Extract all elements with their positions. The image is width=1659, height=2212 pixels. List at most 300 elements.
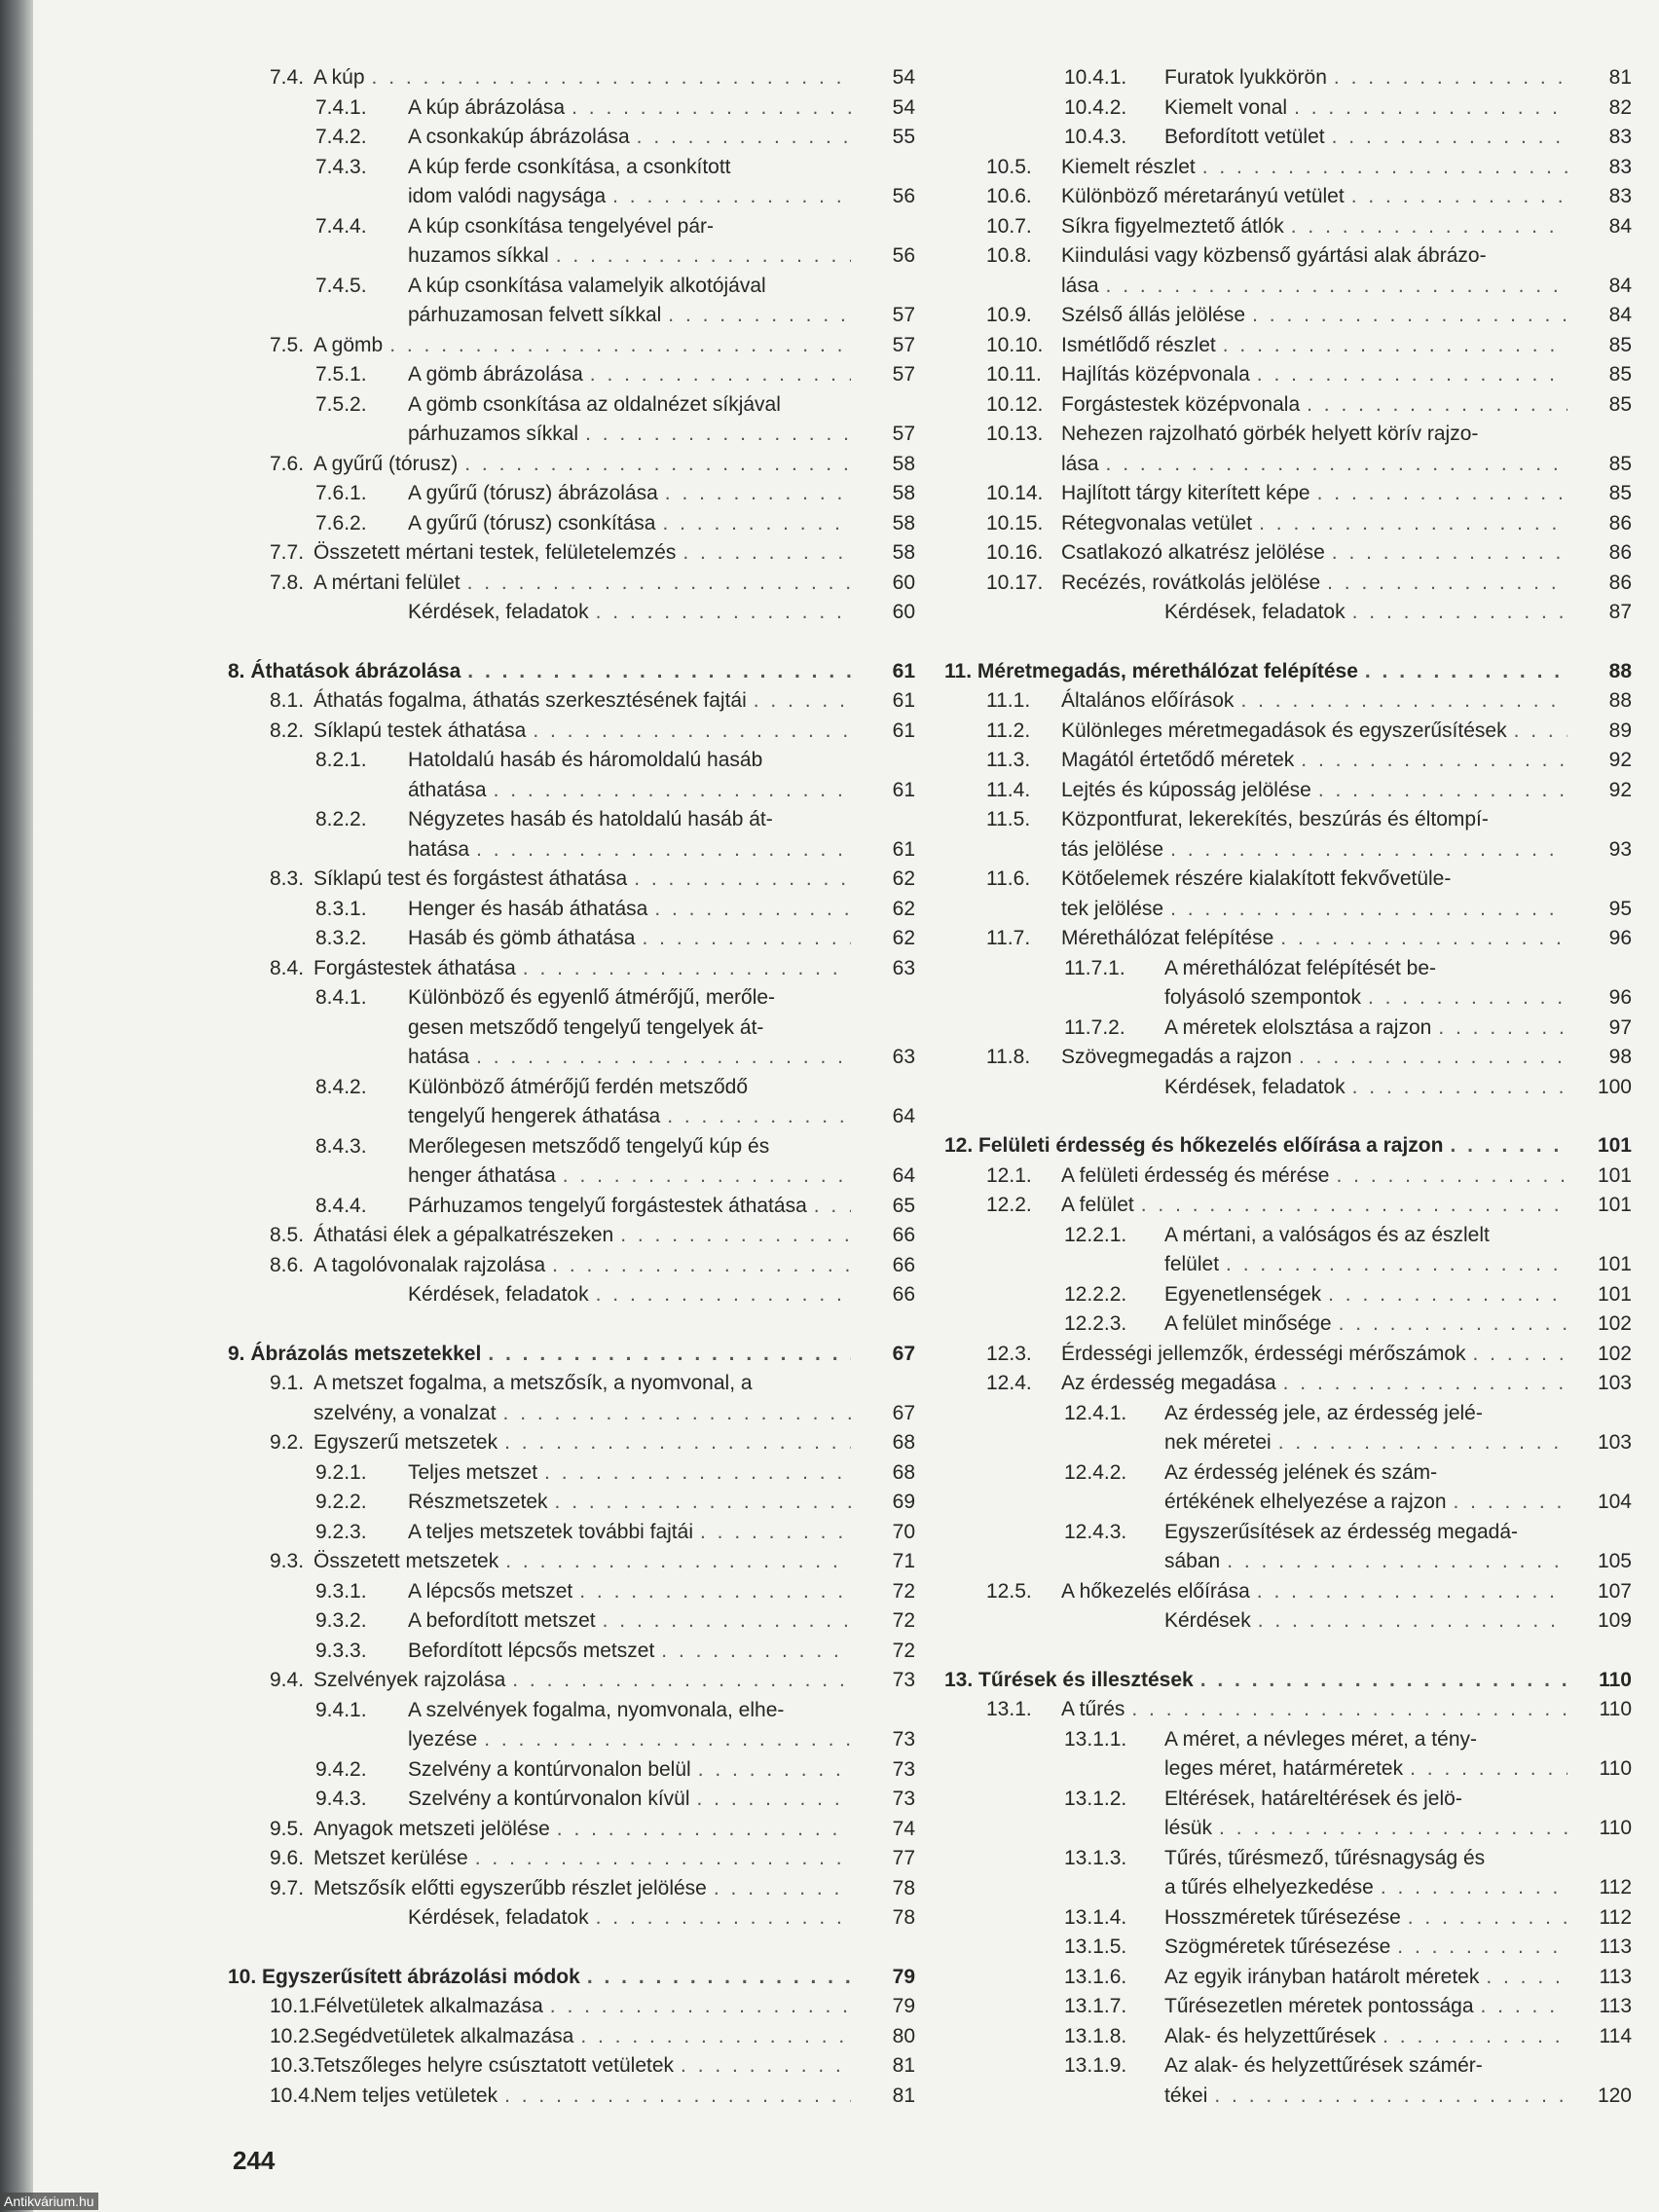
toc-entry-number: 8.4.2. [315, 1075, 367, 1098]
toc-entry-title: Kérdések, feladatok [408, 1906, 589, 1929]
dot-leader [533, 717, 851, 747]
toc-entry-number: 11.1. [986, 689, 1031, 712]
toc-page-number: 85 [1608, 452, 1632, 475]
dot-leader [1258, 1606, 1567, 1637]
toc-questions [226, 1903, 915, 1934]
toc-page-number: 84 [1608, 274, 1632, 297]
toc-entry-title: A gömb ábrázolása [408, 363, 583, 386]
toc-entry-number: 8.4. [270, 956, 305, 979]
toc-entry-title: tékei [1164, 2083, 1208, 2107]
toc-page-number: 66 [892, 1253, 915, 1276]
toc-entry-title: Az érdesség jelének és szám- [1164, 1460, 1438, 1484]
toc-chapter-number: 8. [228, 659, 245, 682]
toc-entry-number: 7.4.1. [315, 95, 367, 119]
toc-questions [942, 1606, 1632, 1637]
toc-page-number: 57 [892, 423, 915, 445]
toc-entry-title: Tűrés, tűrésmező, tűrésnagyság és [1164, 1846, 1486, 1869]
toc-page-number: 54 [892, 66, 915, 89]
toc-entry-number: 8.6. [270, 1253, 305, 1276]
toc-entry-title: Részmetszetek [408, 1491, 548, 1513]
toc-entry-title: Segédvetületek alkalmazása [313, 2024, 574, 2047]
dot-leader [557, 1815, 851, 1845]
toc-entry-number: 9.2. [270, 1431, 305, 1454]
toc-page-number: 85 [1608, 333, 1632, 356]
toc-entry-number: 12.4. [986, 1372, 1032, 1394]
toc-entry-title: A csonkakúp ábrázolása [408, 126, 630, 148]
toc-questions [226, 598, 915, 628]
toc-entry [226, 2082, 915, 2112]
toc-page-number: 78 [892, 1906, 915, 1929]
toc-page-number: 73 [892, 1669, 915, 1691]
toc-entry [226, 717, 915, 747]
toc-entry-title: Érdességi jellemzők, érdességi mérőszámok [1061, 1342, 1466, 1365]
toc-entry [942, 93, 1632, 124]
toc-entry [226, 123, 915, 153]
toc-entry-title: A mérethálózat felépítését be- [1164, 956, 1436, 979]
toc-page-number: 110 [1599, 1757, 1632, 1780]
dot-leader [814, 1192, 851, 1222]
toc-entry [942, 2051, 1632, 2111]
toc-chapter-number: 12. [944, 1134, 974, 1157]
dot-leader [494, 776, 851, 806]
dot-leader [1299, 1043, 1567, 1073]
toc-entry [942, 1191, 1632, 1221]
toc-page-number: 101 [1597, 1134, 1632, 1157]
toc-entry-title: A szelvények fogalma, nyomvonala, elhe- [408, 1698, 785, 1721]
toc-entry-title: Csatlakozó alkatrész jelölése [1061, 541, 1325, 564]
toc-page-number: 101 [1597, 1194, 1632, 1216]
toc-page-number: 62 [892, 867, 915, 890]
toc-entry [942, 1933, 1632, 1963]
dot-leader [556, 241, 851, 272]
dot-leader [1351, 182, 1567, 212]
toc-entry [226, 509, 915, 539]
toc-entry-number: 10.4.3. [1064, 126, 1127, 148]
toc-entry-number: 7.5.2. [315, 392, 367, 416]
toc-entry-number: 11.7. [986, 927, 1031, 949]
toc-entry-title: Különböző és egyenlő átmérőjű, merőle- [408, 986, 776, 1009]
toc-entry-title: tás jelölése [1061, 837, 1164, 861]
toc-entry [226, 569, 915, 599]
toc-entry [226, 805, 915, 865]
toc-entry [226, 390, 915, 450]
dot-leader [642, 924, 851, 954]
toc-entry-title: Síklapú testek áthatása [313, 719, 527, 742]
toc-entry-number: 10.5. [986, 155, 1032, 178]
toc-page-number: 82 [1608, 95, 1632, 119]
toc-entry [942, 569, 1632, 599]
dot-leader [1438, 1014, 1567, 1044]
toc-entry-title: Rétegvonalas vetület [1061, 511, 1253, 535]
toc-entry-number: 10.3. [270, 2054, 315, 2077]
toc-page-number: 54 [892, 95, 915, 119]
toc-chapter [226, 1963, 915, 1993]
dot-leader [1259, 509, 1567, 539]
toc-entry [226, 2051, 915, 2082]
toc-entry [226, 1458, 915, 1489]
toc-entry [942, 1399, 1632, 1458]
toc-entry-title: Mérethálózat felépítése [1061, 927, 1274, 949]
toc-entry-title: párhuzamosan felvett síkkal [408, 304, 662, 326]
toc-entry-number: 10.2. [270, 2024, 315, 2047]
toc-entry-title: Kiemelt vonal [1164, 95, 1288, 119]
toc-entry-number: 7.4.4. [315, 214, 367, 238]
toc-page-number: 63 [892, 1046, 915, 1068]
toc-entry-title: Egyenetlenségek [1164, 1282, 1322, 1306]
toc-entry [226, 1666, 915, 1696]
dot-leader [1257, 360, 1567, 390]
toc-entry-title: Szövegmegadás a rajzon [1061, 1046, 1292, 1068]
toc-entry-title: Szögméretek tűrésezése [1164, 1936, 1391, 1958]
toc-entry-number: 12.4.2. [1064, 1460, 1127, 1484]
toc-page-number: 87 [1608, 601, 1632, 623]
toc-entry-title: Henger és hasáb áthatása [408, 897, 648, 920]
toc-entry-title: A felületi érdesség és mérése [1061, 1163, 1330, 1187]
toc-entry [226, 1577, 915, 1607]
toc-entry-number: 12.2.3. [1064, 1312, 1127, 1335]
toc-entry [226, 63, 915, 93]
toc-entry-title: A gömb [313, 333, 384, 356]
toc-entry-number: 7.7. [270, 541, 305, 564]
toc-entry-title: Négyzetes hasáb és hatoldalú hasáb át- [408, 808, 773, 830]
toc-entry-title: Az alak- és helyzettűrések számér- [1164, 2054, 1483, 2077]
toc-entry [942, 331, 1632, 361]
dot-leader [603, 1606, 851, 1637]
dot-leader [1381, 1873, 1567, 1903]
toc-entry-title: Nem teljes vetületek [313, 2083, 498, 2107]
dot-leader [637, 123, 851, 153]
dot-leader [1408, 1903, 1567, 1934]
toc-entry [942, 746, 1632, 776]
toc-entry-title: Hajlítás középvonala [1061, 363, 1250, 386]
toc-entry-title: A metszet fogalma, a metszősík, a nyomvonal, a [313, 1372, 753, 1394]
toc-page-number: 73 [892, 1728, 915, 1751]
toc-chapter-number: 9. [228, 1342, 245, 1365]
toc-entry [226, 1815, 915, 1845]
toc-page-number: 56 [892, 244, 915, 267]
dot-leader [1473, 1340, 1568, 1370]
dot-leader [1481, 1992, 1567, 2022]
toc-entry-number: 11.7.2. [1064, 1015, 1125, 1039]
toc-entry-title: Egyszerű metszetek [313, 1431, 498, 1454]
dot-leader [1382, 2022, 1567, 2052]
toc-entry-number: 8.2.1. [315, 749, 367, 771]
toc-entry [942, 1043, 1632, 1073]
toc-page-number: 113 [1599, 1965, 1632, 1988]
toc-entry-number: 10.7. [986, 214, 1032, 238]
toc-entry-number: 8.4.4. [315, 1194, 367, 1217]
toc-entry-number: 12.1. [986, 1163, 1032, 1187]
dot-leader [563, 1161, 851, 1192]
toc-entry [226, 272, 915, 331]
toc-page-number: 79 [892, 1965, 915, 1988]
toc-entry [942, 1577, 1632, 1607]
toc-entry [942, 63, 1632, 93]
toc-page-number: 66 [892, 1224, 915, 1246]
toc-entry-title: felület [1164, 1253, 1220, 1275]
toc-entry-number: 7.5. [270, 333, 305, 356]
toc-entry-title: A mértani, a valóságos és az észlelt [1164, 1223, 1490, 1246]
toc-entry-title: sában [1164, 1550, 1221, 1572]
toc-entry-number: 12.4.1. [1064, 1401, 1127, 1424]
toc-entry-number: 12.4.3. [1064, 1520, 1127, 1543]
dot-leader [484, 1725, 851, 1755]
dot-leader [1214, 2082, 1567, 2112]
toc-entry-number: 7.4. [270, 66, 305, 89]
toc-entry-title: Kérdések, feladatok [408, 601, 589, 623]
toc-entry-number: 10.12. [986, 392, 1044, 416]
toc-page-number: 103 [1597, 1372, 1632, 1394]
toc-page-number: 84 [1608, 304, 1632, 326]
toc-entry-number: 9.5. [270, 1817, 305, 1840]
toc-entry-title: Felületi érdesség és hőkezelés előírása a rajzon [978, 1134, 1444, 1157]
toc-page-number: 72 [892, 1609, 915, 1632]
toc-page-number: 112 [1599, 1905, 1632, 1929]
toc-page-number: 85 [1608, 482, 1632, 504]
toc-page-number: 60 [892, 601, 915, 623]
dot-leader [1339, 1309, 1567, 1340]
toc-entry [942, 420, 1632, 479]
toc-entry-title: a tűrés elhelyezkedése [1164, 1876, 1374, 1899]
toc-entry [226, 1785, 915, 1815]
dot-leader [552, 1251, 851, 1281]
toc-entry-title: Kérdések, feladatok [1164, 601, 1346, 623]
toc-entry [942, 1221, 1632, 1280]
toc-entry [226, 1844, 915, 1874]
toc-entry [226, 1696, 915, 1755]
dot-leader [668, 301, 851, 331]
toc-page-number: 120 [1597, 2083, 1632, 2107]
toc-entry-title: Teljes metszet [408, 1460, 538, 1484]
toc-page-number: 61 [892, 659, 915, 682]
toc-page-number: 93 [1608, 837, 1632, 861]
toc-entry [942, 1725, 1632, 1785]
toc-questions [942, 598, 1632, 628]
dot-leader [662, 509, 851, 539]
toc-entry-title: Furatok lyukkörön [1164, 66, 1327, 89]
toc-page-number: 101 [1597, 1282, 1632, 1306]
toc-entry [942, 686, 1632, 717]
toc-entry [942, 390, 1632, 421]
toc-entry-title: Metszősík előtti egyszerűbb részlet jelölése [313, 1876, 707, 1899]
dot-leader [1200, 1666, 1567, 1696]
toc-chapter [226, 1340, 915, 1370]
toc-entry [226, 1755, 915, 1786]
toc-entry-title: lása [1061, 452, 1099, 475]
toc-entry-title: Recézés, rovátkolás jelölése [1061, 571, 1321, 594]
toc-entry-number: 9.4. [270, 1669, 305, 1691]
toc-entry [226, 983, 915, 1073]
toc-page-number: 100 [1597, 1075, 1632, 1098]
toc-chapter-number: 13. [944, 1668, 974, 1691]
toc-page-number: 79 [892, 1995, 915, 2017]
dot-leader [1450, 1131, 1567, 1161]
toc-entry-number: 11.7.1. [1064, 956, 1125, 979]
toc-entry-number: 11.3. [986, 749, 1031, 771]
dot-leader [1514, 717, 1567, 747]
dot-leader [1227, 1547, 1567, 1577]
toc-chapter-number: 10. [228, 1965, 257, 1988]
toc-page-number: 88 [1608, 659, 1632, 682]
toc-entry [226, 746, 915, 805]
toc-entry-number: 7.4.5. [315, 274, 367, 297]
toc-entry-number: 8.2.2. [315, 808, 367, 830]
toc-left-column [226, 63, 915, 2111]
toc-entry-number: 9.2.1. [315, 1460, 367, 1484]
toc-page-number: 74 [892, 1817, 915, 1840]
toc-entry-number: 13.1.1. [1064, 1727, 1127, 1751]
toc-entry-title: Áthatási élek a gépalkatrészeken [313, 1224, 614, 1246]
toc-page-number: 61 [892, 778, 915, 801]
dot-leader [1252, 301, 1567, 331]
toc-entry [226, 479, 915, 509]
dot-leader [464, 450, 851, 480]
toc-entry-number: 10.4.1. [1064, 66, 1127, 89]
toc-entry-title: Különböző méretarányú vetület [1061, 185, 1345, 207]
toc-page-number: 58 [892, 452, 915, 475]
toc-entry-title: Eltérések, határeltérések és jelö- [1164, 1787, 1462, 1810]
toc-entry-number: 7.6.2. [315, 511, 367, 535]
toc-entry-title: A befordított metszet [408, 1609, 596, 1632]
toc-entry [942, 212, 1632, 242]
toc-entry-number: 9.3.1. [315, 1579, 367, 1603]
toc-entry-title: Összetett metszetek [313, 1550, 499, 1572]
dot-leader [544, 1458, 851, 1489]
toc-entry-number: 7.5.1. [315, 363, 367, 386]
toc-entry-number: 10.11. [986, 363, 1042, 386]
dot-leader [571, 93, 851, 124]
book-spine-shadow [0, 0, 33, 2212]
dot-leader [1283, 1369, 1567, 1399]
toc-page-number: 67 [892, 1342, 915, 1365]
toc-page-number: 101 [1597, 1163, 1632, 1187]
toc-entry [226, 1369, 915, 1428]
dot-leader [1368, 983, 1567, 1014]
toc-entry [226, 538, 915, 569]
toc-page-number: 110 [1599, 1817, 1632, 1839]
toc-page-number: 68 [892, 1460, 915, 1484]
toc-entry-title: tengelyű hengerek áthatása [408, 1105, 661, 1127]
page-number: 244 [233, 2146, 276, 2175]
toc-entry [942, 1161, 1632, 1192]
toc-entry [942, 1280, 1632, 1310]
dot-leader [698, 1755, 851, 1786]
toc-entry [942, 1458, 1632, 1518]
toc-page-number: 83 [1608, 185, 1632, 207]
toc-entry-title: Hajlított tárgy kiterített képe [1061, 482, 1310, 504]
toc-entry-title: Metszet kerülése [313, 1847, 468, 1869]
dot-leader [476, 1043, 851, 1073]
toc-entry-title: lyezése [408, 1728, 478, 1751]
toc-entry-title: Szelvény a kontúrvonalon belül [408, 1757, 691, 1781]
dot-leader [505, 1547, 851, 1577]
toc-entry-title: szelvény, a vonalzat [313, 1401, 497, 1424]
toc-page-number: 102 [1597, 1342, 1632, 1365]
toc-page-number: 72 [892, 1639, 915, 1662]
toc-entry-title: Szélső állás jelölése [1061, 304, 1246, 326]
toc-entry [942, 1014, 1632, 1044]
toc-page-number: 58 [892, 511, 915, 535]
dot-leader [661, 1637, 851, 1667]
toc-entry-number: 10.4.2. [1064, 95, 1127, 119]
toc-entry-number: 13.1.4. [1064, 1905, 1127, 1929]
toc-entry-number: 9.4.2. [315, 1757, 367, 1781]
toc-entry-title: Egyszerűsítések az érdesség megadá- [1164, 1520, 1519, 1543]
toc-entry [226, 360, 915, 390]
toc-entry [226, 1073, 915, 1132]
toc-entry-title: folyásoló szempontok [1164, 986, 1361, 1009]
toc-page-number: 73 [892, 1757, 915, 1781]
toc-page-number: 109 [1597, 1609, 1632, 1632]
dot-leader [550, 1992, 851, 2022]
toc-entry-number: 9.3. [270, 1550, 305, 1572]
toc-page-number: 72 [892, 1579, 915, 1603]
toc-entry-number: 8.3. [270, 867, 305, 890]
toc-chapter [942, 1131, 1632, 1161]
toc-entry-title: Síkra figyelmeztető átlók [1061, 214, 1284, 238]
toc-entry-title: A kúp [313, 66, 365, 89]
toc-entry-title: nek méretei [1164, 1431, 1272, 1454]
toc-entry-number: 9.3.3. [315, 1639, 367, 1662]
toc-entry-number: 10.13. [986, 423, 1044, 445]
toc-entry-title: Központfurat, lekerekítés, beszúrás és éltompí- [1061, 808, 1489, 830]
toc-entry-title: lésük [1164, 1817, 1213, 1839]
toc-page-number: 110 [1599, 1698, 1632, 1720]
toc-entry-title: henger áthatása [408, 1164, 556, 1187]
toc-entry-number: 9.1. [270, 1372, 305, 1394]
dot-leader [1223, 331, 1567, 361]
toc-entry [226, 153, 915, 212]
toc-page-number: 57 [892, 363, 915, 386]
toc-page-number: 113 [1599, 1936, 1632, 1958]
toc-entry-number: 9.4.3. [315, 1788, 367, 1810]
toc-page-number: 92 [1608, 778, 1632, 801]
toc-page-number: 97 [1608, 1015, 1632, 1039]
dot-leader [1352, 1073, 1567, 1103]
toc-entry-number: 8.2. [270, 719, 305, 742]
toc-entry-number: 9.6. [270, 1847, 305, 1869]
toc-entry-title: Áthatások ábrázolása [250, 659, 461, 682]
toc-entry-title: gesen metsződő tengelyű tengelyek át- [408, 1015, 764, 1039]
dot-leader [523, 954, 851, 984]
toc-entry [226, 2022, 915, 2052]
dot-leader [1131, 1695, 1567, 1725]
toc-entry [226, 1428, 915, 1458]
dot-leader [555, 1488, 851, 1518]
toc-page-number: 78 [892, 1876, 915, 1899]
toc-entry-title: A tűrés [1061, 1698, 1125, 1720]
toc-page-number: 96 [1608, 927, 1632, 949]
dot-leader [634, 865, 851, 895]
toc-entry-number: 10.16. [986, 541, 1044, 564]
toc-entry-title: Ismétlődő részlet [1061, 333, 1216, 356]
dot-leader [681, 2051, 851, 2082]
toc-page-number: 80 [892, 2024, 915, 2047]
dot-leader [1106, 450, 1567, 480]
toc-entry-title: áthatása [408, 778, 487, 801]
toc-page-number: 98 [1608, 1046, 1632, 1068]
toc-entry [942, 1340, 1632, 1370]
dot-leader [1318, 776, 1567, 806]
toc-page-number: 61 [892, 719, 915, 742]
toc-entry-title: A méret, a névleges méret, a tény- [1164, 1727, 1477, 1751]
toc-entry [942, 1844, 1632, 1903]
toc-entry-title: A kúp csonkítása valamelyik alkotójával [408, 274, 766, 297]
toc-chapter [942, 1666, 1632, 1696]
toc-entry-title: Tetszőleges helyre csúsztatott vetületek [313, 2054, 675, 2077]
toc-entry-number: 10.17. [986, 571, 1044, 594]
toc-entry-title: Szelvények rajzolása [313, 1669, 506, 1691]
